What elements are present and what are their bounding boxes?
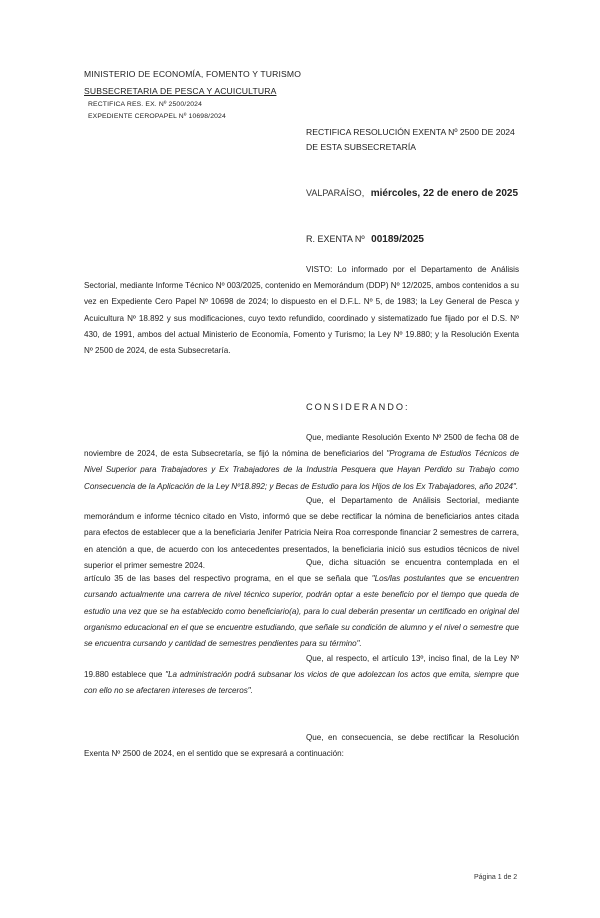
- subsecretaria-name: SUBSECRETARIA DE PESCA Y ACUICULTURA: [84, 86, 277, 96]
- considerando-paragraph: [84, 430, 519, 495]
- visto-text: Lo informado por el Departamento de Análisis Sectorial, mediante Informe Técnico Nº 003/2025, contenido en Memorándum (DDP) Nº 12/2025, ambos contenidos a su vez en Expediente Cero Papel Nº 10698 de 2024; lo dispuesto en el D.F.L. Nº 5, de 1983; la Ley General de Pesca y Acuicultura Nº 18.892 y sus modificaciones, cuyo texto refundido, coordinado y sistematizado fue fijado por el D.S. Nº 430, de 1991, ambos del actual Ministerio de Economía, Fomento y Turismo; la Ley Nº 19.880; y la Resolución Exenta Nº 2500 de 2024, de esta Subsecretaría.: [84, 265, 520, 356]
- reference-line-2: DE ESTA SUBSECRETARÍA: [306, 142, 416, 152]
- considerando-paragraph: [84, 555, 519, 652]
- rectifica-ref: RECTIFICA RES. EX. Nº 2500/2024: [88, 101, 203, 108]
- paragraph-text: Que, el Departamento de Análisis Sectorial, mediante memorándum e informe técnico citado en Visto, informó que se debe rectificar la nómina de beneficiarios antes citada para efectos de establecer que a la beneficiaria Jenifer Patricia Neira Roa corresponde financiar 2 semestres de carrera, en atención a que, de acuerdo con los antecedentes presentados, la beneficiaria inició sus estudios técnicos de nivel superior el primer semestre 2024.: [84, 496, 519, 570]
- paragraph-quote: "Los/las postulantes que se encuentren cursando actualmente una carrera de nivel técnico superior, podrán optar a este beneficio por el tiempo que queda de estudio una vez que se ha establecido como beneficiario(a), para lo cual deberán presentar un certificado en original del organismo educacional en el que se encuentre estudiando, que señale su condición de alumno y el nivel o semestre que se encuentra cursando y cantidad de semestres pendientes para su término".: [84, 574, 520, 649]
- resolution-number: [306, 234, 424, 245]
- paragraph-text: Que, dicha situación se encuentra contemplada en el artículo 35 de las bases del respectivo programa, en el que se señala que: [84, 558, 519, 584]
- city: VALPARAÍSO,: [306, 188, 365, 198]
- resolution-label: R. EXENTA Nº: [306, 234, 365, 244]
- considerando-paragraph: [84, 730, 519, 762]
- paragraph-text: Que, al respecto, el artículo 13º, inciso final, de la Ley Nº 19.880 establece que: [84, 654, 519, 680]
- paragraph-text: Que, en consecuencia, se debe rectificar la Resolución Exenta Nº 2500 de 2024, en el sentido que se expresará a continuación:: [84, 733, 519, 759]
- considerando-title: CONSIDERANDO:: [306, 402, 410, 412]
- resolution-value: 00189/2025: [371, 234, 424, 245]
- visto-paragraph: [84, 262, 519, 359]
- ministry-name: MINISTERIO DE ECONOMÍA, FOMENTO Y TURISMO: [84, 69, 302, 79]
- visto-label: VISTO:: [306, 265, 333, 274]
- considerando-paragraph: [84, 651, 519, 700]
- reference-line-1: RECTIFICA RESOLUCIÓN EXENTA Nº 2500 DE 2024: [306, 127, 515, 137]
- expediente-ref: EXPEDIENTE CEROPAPEL Nº 10698/2024: [88, 113, 226, 120]
- paragraph-text: Que, mediante Resolución Exento Nº 2500 de fecha 08 de noviembre de 2024, de esta Subsecretaría, se fijó la nómina de beneficiarios del: [84, 433, 519, 459]
- place-date: [306, 188, 518, 199]
- paragraph-quote: "La administración podrá subsanar los vicios de que adolezcan los actos que emita, siempre que con ello no se afectaren intereses de terceros".: [84, 670, 519, 696]
- date: miércoles, 22 de enero de 2025: [370, 188, 519, 199]
- page-number: Página 1 de 2: [474, 874, 518, 881]
- paragraph-quote: "Programa de Estudios Técnicos de Nivel Superior para Trabajadores y Ex Trabajadores de la Industria Pesquera que Hayan Perdido su Trabajo como Consecuencia de la Aplicación de la Ley Nº18.892; y Becas de Estudio para los Hijos de los Ex Trabajadores, año 2024".: [84, 449, 519, 491]
